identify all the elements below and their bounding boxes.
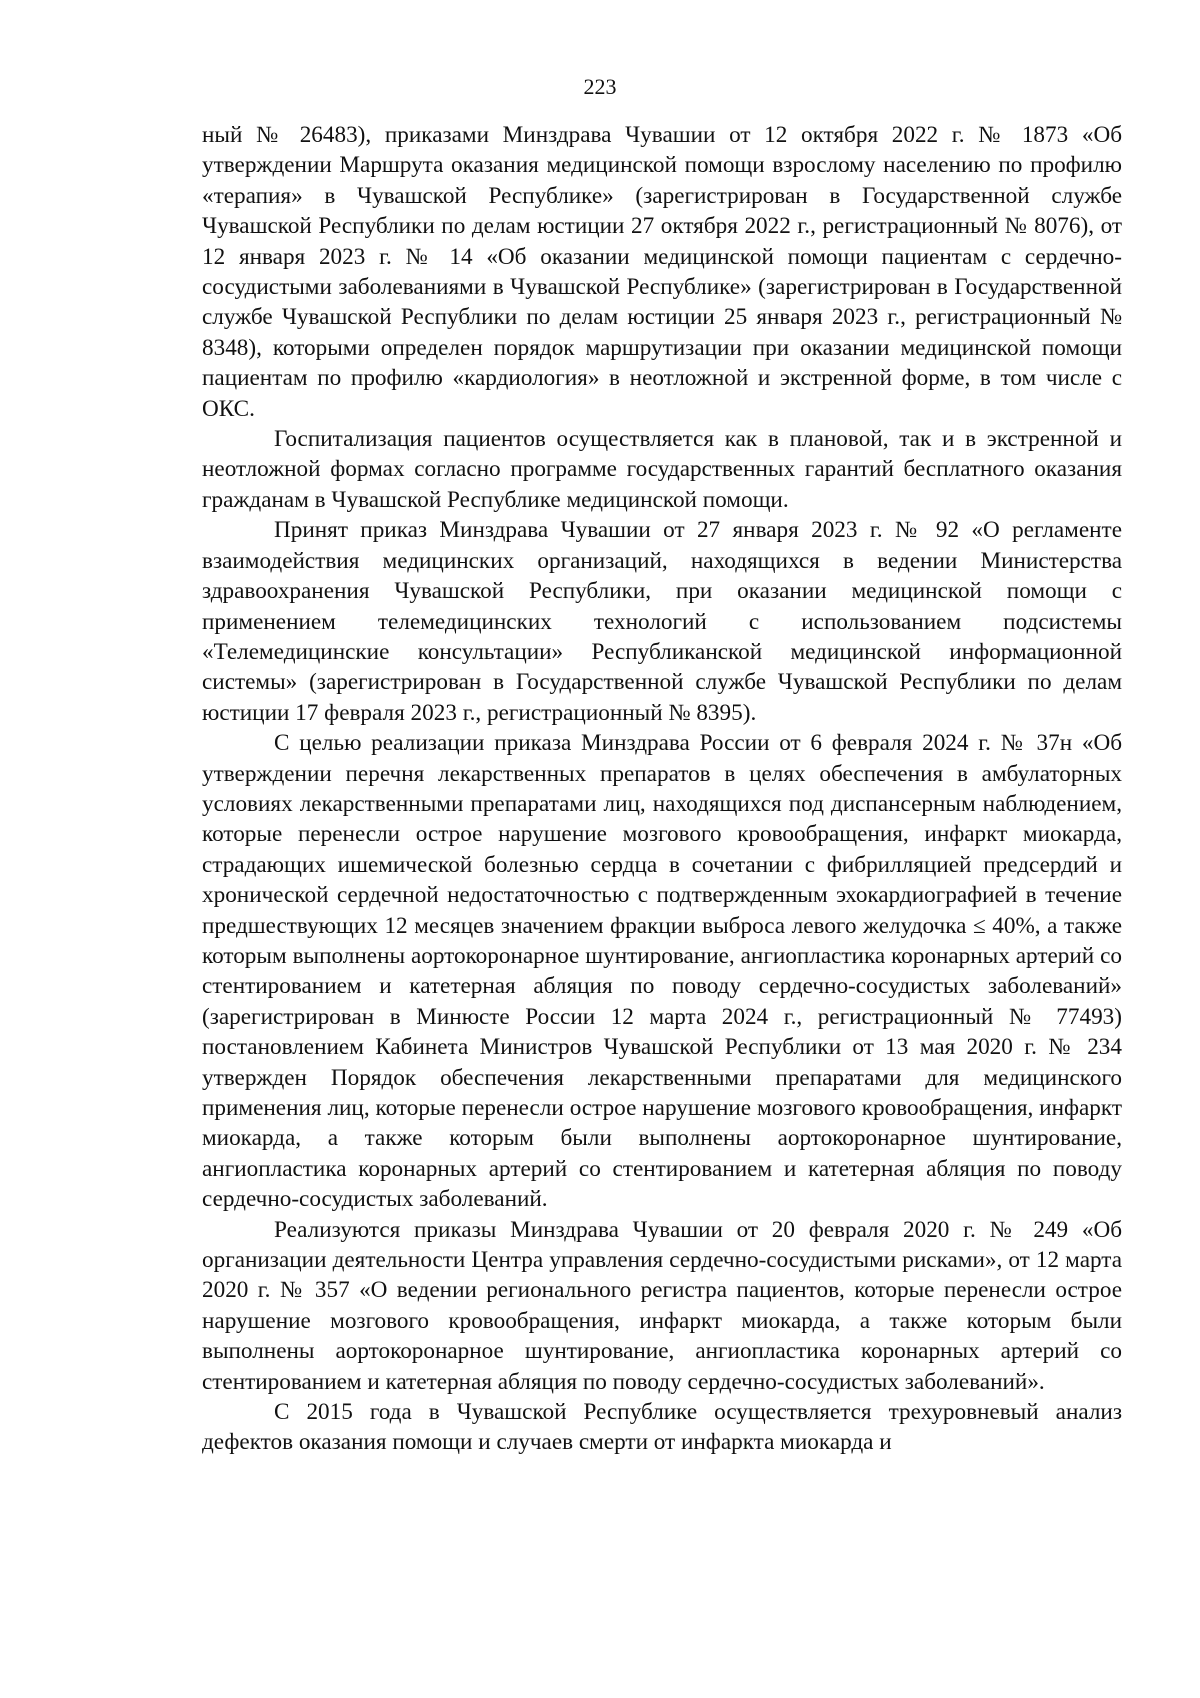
page-number: 223 [583, 74, 617, 99]
paragraph-2: Госпитализация пациентов осуществляется как в плановой, так и в экстренной и неотложной формах согласно программе государственных гарантий бесплатного оказания гражданам в Чувашской Республике медицинской помощи. [202, 426, 1122, 513]
paragraph-6: С 2015 года в Чувашской Республике осуществляется трехуровневый анализ дефектов оказания помощи и случаев смерти от инфаркта миокарда и [202, 1399, 1122, 1456]
paragraph-1: ный № 26483), приказами Минздрава Чувашии от 12 октября 2022 г. № 1873 «Об утверждении Маршрута оказания медицинской помощи взрослому населению по профилю «терапия» в Чувашской Республике» (зарегистрирован в Государственной службе Чувашской Республики по делам юстиции 27 октября 2022 г., регистрационный № 8076), от 12 января 2023 г. № 14 «Об оказании медицинской помощи пациентам с сердечно-сосудистыми заболеваниями в Чувашской Республике» (зарегистрирован в Государственной службе Чувашской Республики по делам юстиции 25 января 2023 г., регистрационный № 8348), которыми определен порядок маршрутизации при оказании медицинской помощи пациентам по профилю «кардиология» в неотложной и экстренной форме, в том числе с ОКС. [202, 122, 1122, 422]
paragraph-4: С целью реализации приказа Минздрава России от 6 февраля 2024 г. № 37н «Об утверждении перечня лекарственных препаратов в целях обеспечения в амбулаторных условиях лекарственными препаратами лиц, находящихся под диспансерным наблюдением, которые перенесли острое нарушение мозгового кровообращения, инфаркт миокарда, страдающих ишемической болезнью сердца в сочетании с фибрилляцией предсердий и хронической сердечной недостаточностью с подтвержденным эхокардиографией в течение предшествующих 12 месяцев значением фракции выброса левого желудочка ≤ 40%, а также которым выполнены аортокоронарное шунтирование, ангиопластика коронарных артерий со стентированием и катетерная абляция по поводу сердечно-сосудистых заболеваний» (зарегистрирован в Минюсте России 12 марта 2024 г., регистрационный № 77493) постановлением Кабинета Министров Чувашской Республики от 13 мая 2020 г. № 234 утвержден Порядок обеспечения лекарственными препаратами для медицинского применения лиц, которые перенесли острое нарушение мозгового кровообращения, инфаркт миокарда, а также которым были выполнены аортокоронарное шунтирование, ангиопластика коронарных артерий со стентированием и катетерная абляция по поводу сердечно-сосудистых заболеваний. [202, 730, 1122, 1213]
paragraph-3: Принят приказ Минздрава Чувашии от 27 января 2023 г. № 92 «О регламенте взаимодействия медицинских организаций, находящихся в ведении Министерства здравоохранения Чувашской Республики, при оказании медицинской помощи с применением телемедицинских технологий с использованием подсистемы «Телемедицинские консультации» Республиканской медицинской информационной системы» (зарегистрирован в Государственной службе Чувашской Республики по делам юстиции 17 февраля 2023 г., регистрационный № 8395). [202, 517, 1122, 726]
body-text [202, 120, 1122, 1458]
paragraph-5: Реализуются приказы Минздрава Чувашии от 20 февраля 2020 г. № 249 «Об организации деятельности Центра управления сердечно-сосудистыми рисками», от 12 марта 2020 г. № 357 «О ведении регионального регистра пациентов, которые перенесли острое нарушение мозгового кровообращения, инфаркт миокарда, а также которым были выполнены аортокоронарное шунтирование, ангиопластика коронарных артерий со стентированием и катетерная абляция по поводу сердечно-сосудистых заболеваний». [202, 1216, 1122, 1395]
